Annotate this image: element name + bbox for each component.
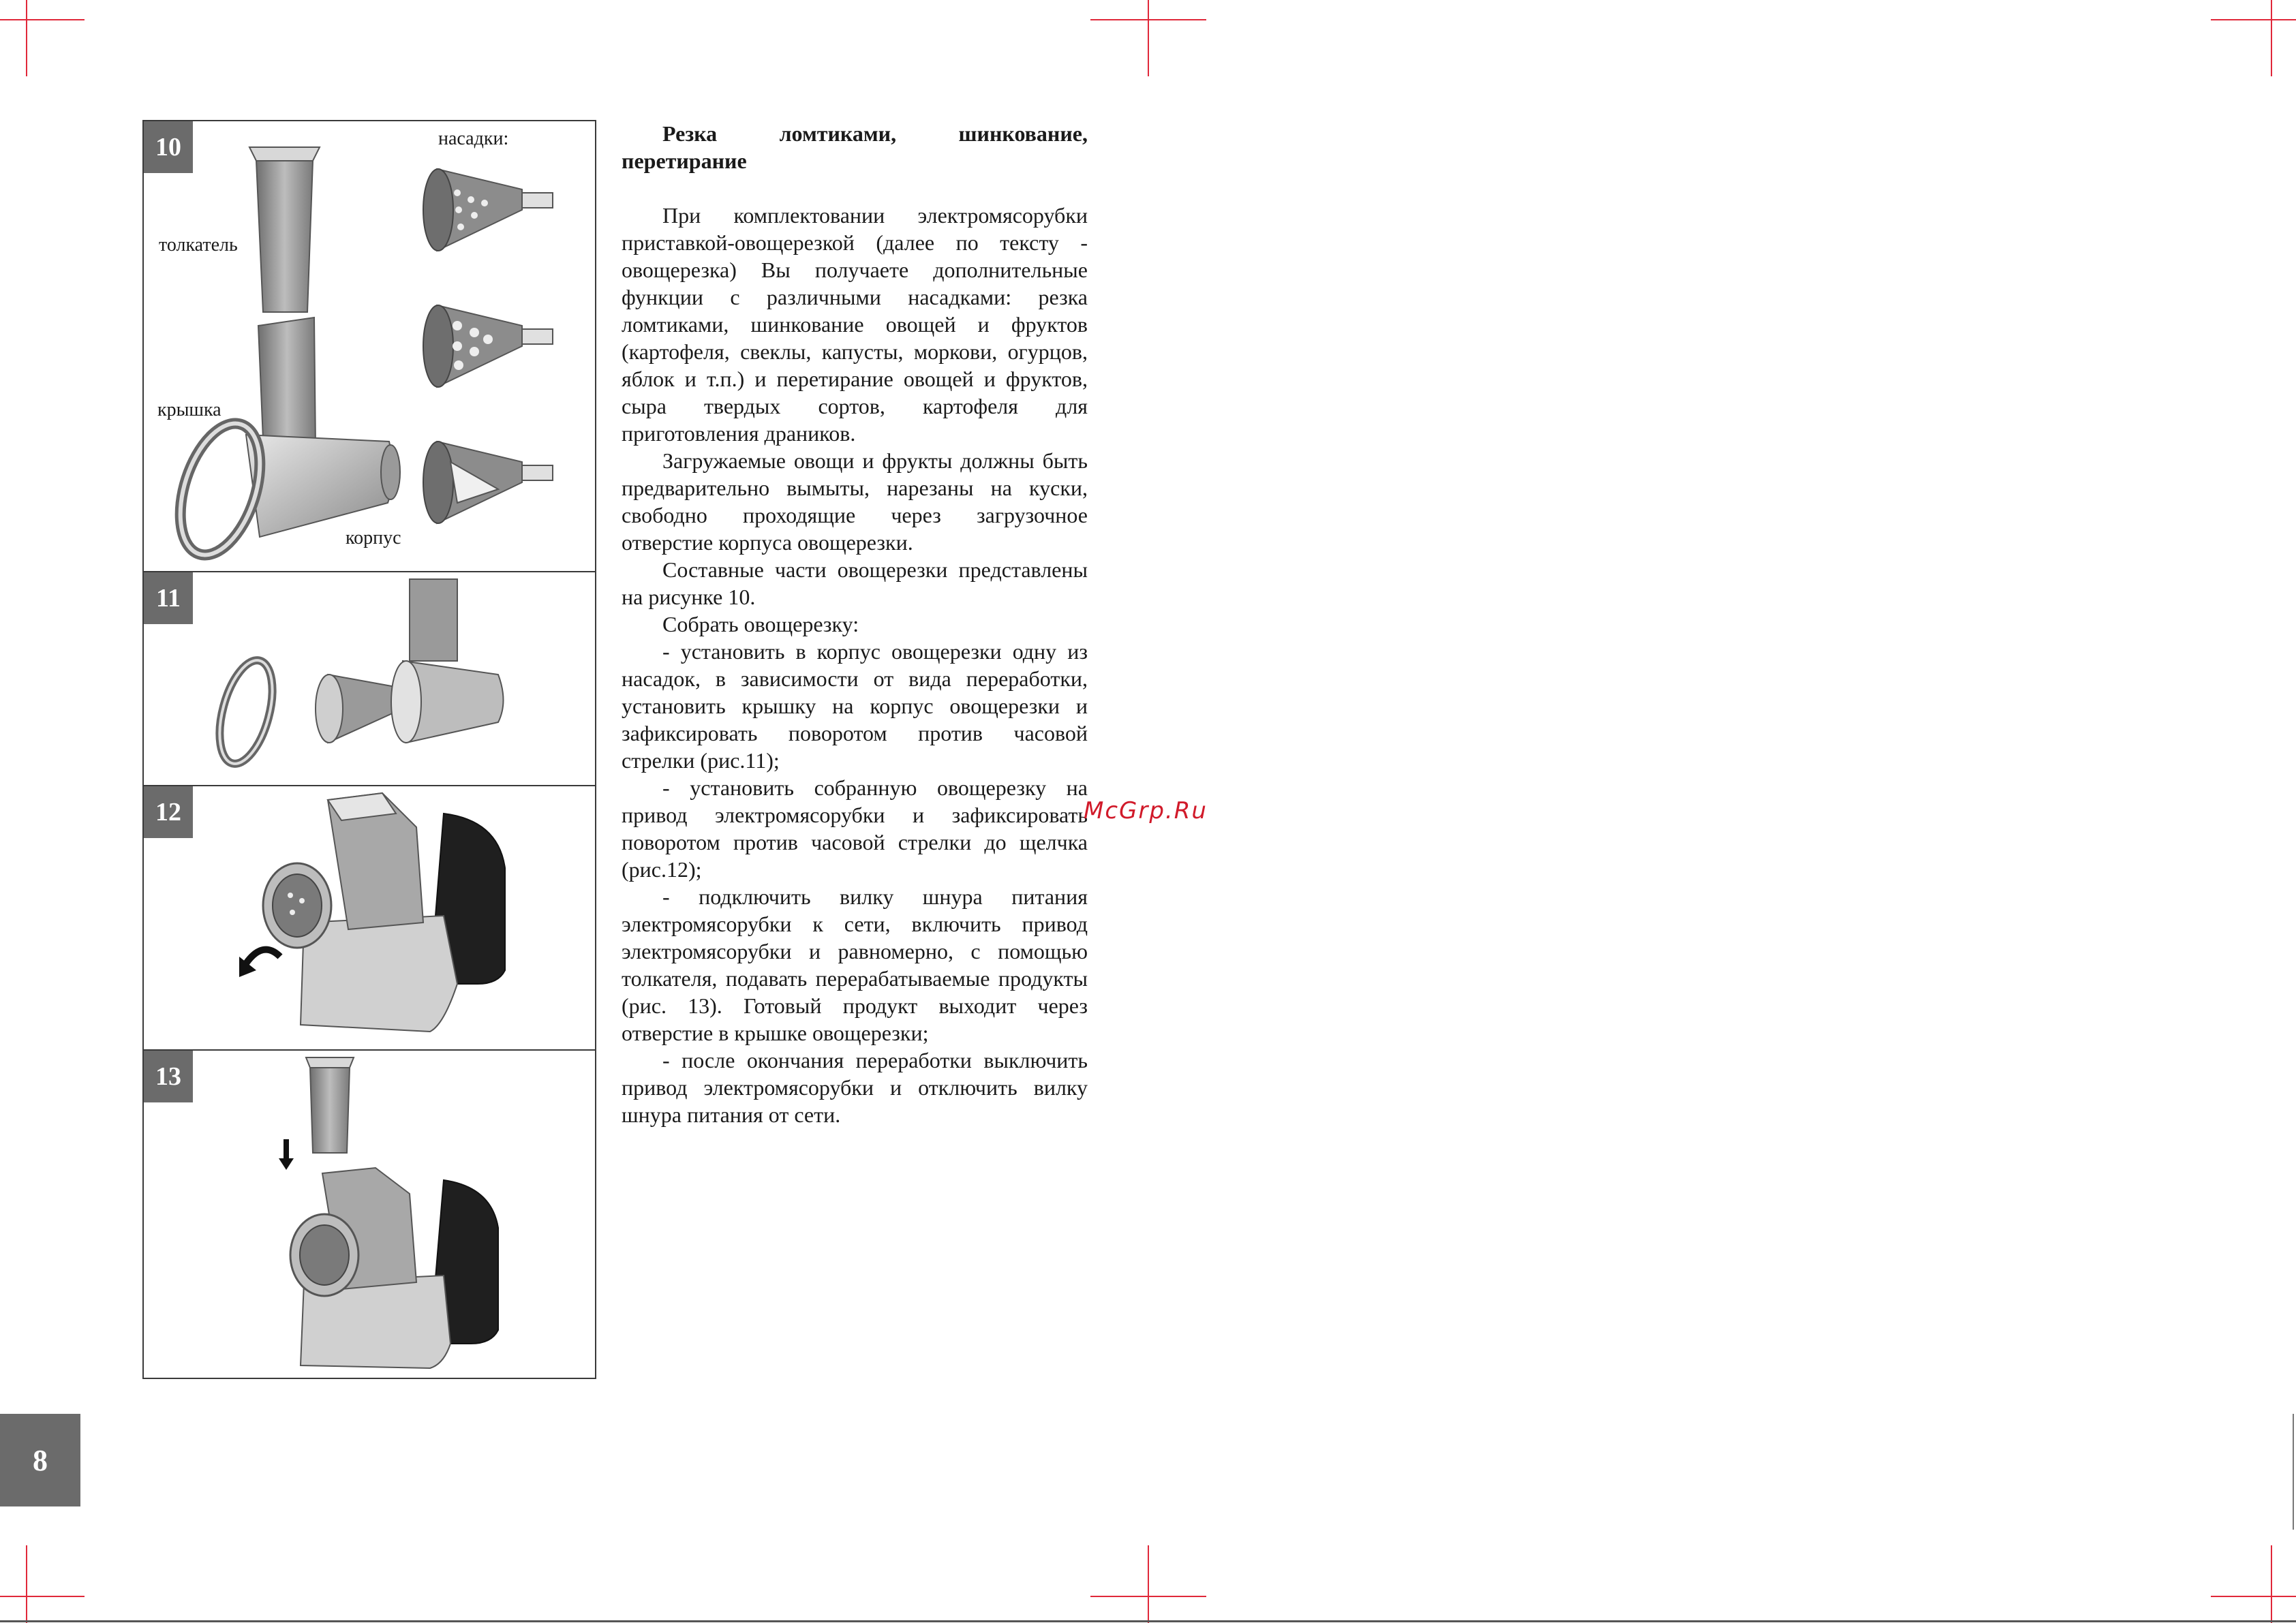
figure-13-illustration (144, 1051, 595, 1378)
crop-mark (2271, 1545, 2272, 1623)
crop-mark (2211, 1596, 2296, 1597)
paragraph: - установить собранную овощерезку на привод электромясорубки и зафиксировать поворотом против часовой стрелки до щелчка (рис.12); (622, 775, 1088, 882)
crop-mark (26, 1545, 27, 1623)
crop-mark (1148, 0, 1149, 76)
crop-mark (1148, 1545, 1149, 1623)
body-illustration (246, 318, 400, 537)
watermark: McGrp.Ru (1084, 797, 1208, 824)
crop-mark (2271, 0, 2272, 76)
page-bottom-line (0, 1620, 2296, 1622)
attachment-3 (423, 442, 553, 523)
paragraph: Загружаемые овощи и фрукты должны быть предварительно вымыты, нарезаны на куски, свободно проходящие через загрузочное отверстие корпуса овощерезки. (622, 448, 1088, 555)
paragraph: - подключить вилку шнура питания электромясорубки к сети, включить привод электромясорубки и равномерно, с помощью толкателя, подавать перерабатываемые продукты (рис. 13). Готовый продукт выходит через отверстие в крышке овощерезки; (622, 884, 1088, 1045)
figure-10-illustration (144, 121, 595, 572)
section-title: Резка ломтиками, шинкование, перетирание (622, 121, 1088, 173)
figure-11 (144, 572, 595, 786)
crop-mark (26, 0, 27, 76)
figure-number: 12 (144, 786, 193, 838)
pusher-illustration (249, 147, 320, 312)
figure-10 (144, 121, 595, 572)
figure-number: 13 (144, 1051, 193, 1102)
figure-number: 10 (144, 121, 193, 173)
label-body: корпус (346, 527, 401, 548)
crop-mark (2211, 19, 2296, 20)
figure-12 (144, 786, 595, 1051)
page-edge-line (2293, 1414, 2294, 1530)
paragraph: Составные части овощерезки представлены на рисунке 10. (622, 557, 1088, 609)
figure-column (142, 120, 596, 1379)
paragraph: Собрать овощерезку: (662, 612, 859, 636)
figure-13 (144, 1051, 595, 1378)
crop-mark (0, 19, 85, 20)
paragraph: - после окончания переработки выключить привод электромясорубки и отключить вилку шнура питания от сети. (622, 1048, 1088, 1127)
paragraph: При комплектовании электромясорубки приставкой-овощерезкой (далее по тексту - овощерезка) Вы получаете дополнительные функции с различными насадками: резка ломтиками, шинкование овощей и фруктов (картофеля, свеклы, капусты, моркови, огурцов, яблок и т.п.) и перетирание овощей и фруктов, сыра твердых сортов, картофеля для приготовления драников. (622, 203, 1088, 446)
figure-11-illustration (144, 572, 595, 786)
paragraph: - установить в корпус овощерезки одну из насадок, в зависимости от вида переработки, установить крышку на корпус овощерезки и зафиксировать поворотом против часовой стрелки (рис.11); (622, 639, 1088, 773)
attachment-1 (423, 169, 553, 251)
page-number: 8 (0, 1414, 80, 1506)
crop-mark (0, 1596, 85, 1597)
figure-12-illustration (144, 786, 595, 1051)
attachment-2 (423, 305, 553, 387)
lid-illustration (166, 414, 275, 565)
label-attachments: насадки: (438, 128, 509, 149)
label-lid: крышка (157, 399, 221, 420)
instructions-text (622, 120, 1088, 1128)
label-pusher: толкатель (159, 234, 238, 256)
figure-number: 11 (144, 572, 193, 624)
